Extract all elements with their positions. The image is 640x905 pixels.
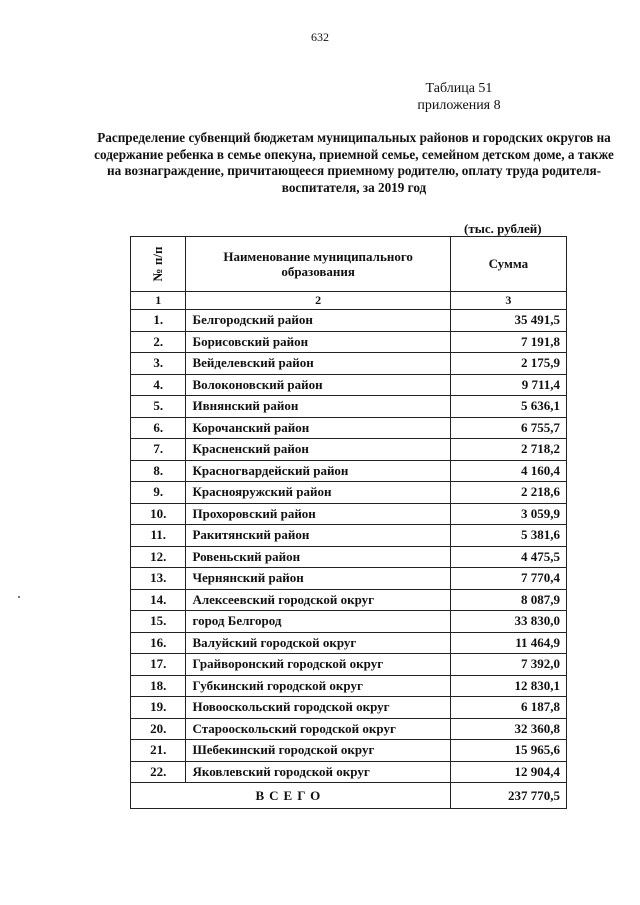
table-row [131, 374, 567, 396]
total-row [131, 783, 567, 809]
row-number: 9. [131, 482, 186, 504]
municipality-name: Валуйский городской округ [186, 632, 450, 654]
row-number: 4. [131, 374, 186, 396]
row-number: 6. [131, 417, 186, 439]
row-sum: 4 475,5 [450, 546, 566, 568]
municipality-name: Губкинский городской округ [186, 675, 450, 697]
row-number: 16. [131, 632, 186, 654]
municipality-name: Вейделевский район [186, 353, 450, 375]
header-sum: Сумма [450, 237, 566, 292]
row-sum: 4 160,4 [450, 460, 566, 482]
municipality-name: Алексеевский городской округ [186, 589, 450, 611]
caption-appendix: приложения 8 [417, 98, 501, 113]
document-title: Распределение субвенций бюджетам муниципальных районов и городских округов на содержание ребенка в семье опекуна, приемной семье, семейном детском доме, а также на вознаграждение, причитающееся приемному родителю, оплату труда родителя-воспитателя, за 2019 год [94, 130, 614, 195]
row-sum: 3 059,9 [450, 503, 566, 525]
row-number: 1. [131, 310, 186, 332]
municipality-name: Корочанский район [186, 417, 450, 439]
table-row [131, 417, 567, 439]
municipality-name: Волоконовский район [186, 374, 450, 396]
row-number: 5. [131, 396, 186, 418]
row-number: 7. [131, 439, 186, 461]
municipality-name: Белгородский район [186, 310, 450, 332]
table-row [131, 353, 567, 375]
row-sum: 9 711,4 [450, 374, 566, 396]
table-row [131, 460, 567, 482]
row-number: 11. [131, 525, 186, 547]
row-number: 8. [131, 460, 186, 482]
row-sum: 8 087,9 [450, 589, 566, 611]
header-num [131, 237, 186, 292]
municipality-name: Ракитянский район [186, 525, 450, 547]
municipality-name: Борисовский район [186, 331, 450, 353]
municipality-name: Ивнянский район [186, 396, 450, 418]
row-number: 22. [131, 761, 186, 783]
column-number: 3 [450, 292, 566, 310]
table-caption [404, 80, 514, 114]
row-number: 15. [131, 611, 186, 633]
row-sum: 6 755,7 [450, 417, 566, 439]
table-header-row [131, 237, 567, 292]
header-name: Наименование муниципального образования [186, 237, 450, 292]
municipality-name: Прохоровский район [186, 503, 450, 525]
municipality-name: Ровеньский район [186, 546, 450, 568]
row-number: 13. [131, 568, 186, 590]
row-sum: 2 218,6 [450, 482, 566, 504]
row-sum: 32 360,8 [450, 718, 566, 740]
row-sum: 2 718,2 [450, 439, 566, 461]
column-numbers-row [131, 292, 567, 310]
table-row [131, 654, 567, 676]
municipality-name: Старооскольский городской округ [186, 718, 450, 740]
row-number: 18. [131, 675, 186, 697]
table-row [131, 310, 567, 332]
table-row [131, 611, 567, 633]
row-number: 21. [131, 740, 186, 762]
row-number: 10. [131, 503, 186, 525]
row-sum: 2 175,9 [450, 353, 566, 375]
table-row [131, 439, 567, 461]
municipality-name: город Белгород [186, 611, 450, 633]
row-sum: 12 830,1 [450, 675, 566, 697]
total-label: ВСЕГО [131, 783, 451, 809]
table-row [131, 761, 567, 783]
municipality-name: Чернянский район [186, 568, 450, 590]
table-row [131, 568, 567, 590]
municipality-name: Краснояружский район [186, 482, 450, 504]
caption-table-number: Таблица 51 [425, 81, 493, 96]
total-sum: 237 770,5 [450, 783, 566, 809]
subsidy-table [130, 236, 567, 809]
table-row [131, 331, 567, 353]
column-number: 2 [186, 292, 450, 310]
table-row [131, 396, 567, 418]
row-number: 19. [131, 697, 186, 719]
row-sum: 7 191,8 [450, 331, 566, 353]
municipality-name: Красненский район [186, 439, 450, 461]
table-row [131, 740, 567, 762]
row-number: 12. [131, 546, 186, 568]
table-row [131, 503, 567, 525]
municipality-name: Шебекинский городской округ [186, 740, 450, 762]
row-sum: 6 187,8 [450, 697, 566, 719]
header-num-label: № п/п [150, 246, 166, 282]
table-row [131, 589, 567, 611]
row-sum: 7 392,0 [450, 654, 566, 676]
table-row [131, 482, 567, 504]
table-row [131, 718, 567, 740]
table-body [131, 292, 567, 783]
row-sum: 33 830,0 [450, 611, 566, 633]
margin-mark [18, 596, 20, 598]
row-number: 17. [131, 654, 186, 676]
municipality-name: Грайворонский городской округ [186, 654, 450, 676]
municipality-name: Красногвардейский район [186, 460, 450, 482]
row-sum: 12 904,4 [450, 761, 566, 783]
row-sum: 5 636,1 [450, 396, 566, 418]
row-number: 20. [131, 718, 186, 740]
table-row [131, 525, 567, 547]
row-number: 3. [131, 353, 186, 375]
row-sum: 11 464,9 [450, 632, 566, 654]
column-number: 1 [131, 292, 186, 310]
page-number: 632 [311, 30, 329, 44]
row-sum: 5 381,6 [450, 525, 566, 547]
municipality-name: Яковлевский городской округ [186, 761, 450, 783]
row-number: 14. [131, 589, 186, 611]
table-row [131, 675, 567, 697]
table-row [131, 632, 567, 654]
municipality-name: Новооскольский городской округ [186, 697, 450, 719]
table-row [131, 697, 567, 719]
row-number: 2. [131, 331, 186, 353]
table-row [131, 546, 567, 568]
row-sum: 35 491,5 [450, 310, 566, 332]
units-label: (тыс. рублей) [464, 221, 542, 236]
row-sum: 7 770,4 [450, 568, 566, 590]
row-sum: 15 965,6 [450, 740, 566, 762]
